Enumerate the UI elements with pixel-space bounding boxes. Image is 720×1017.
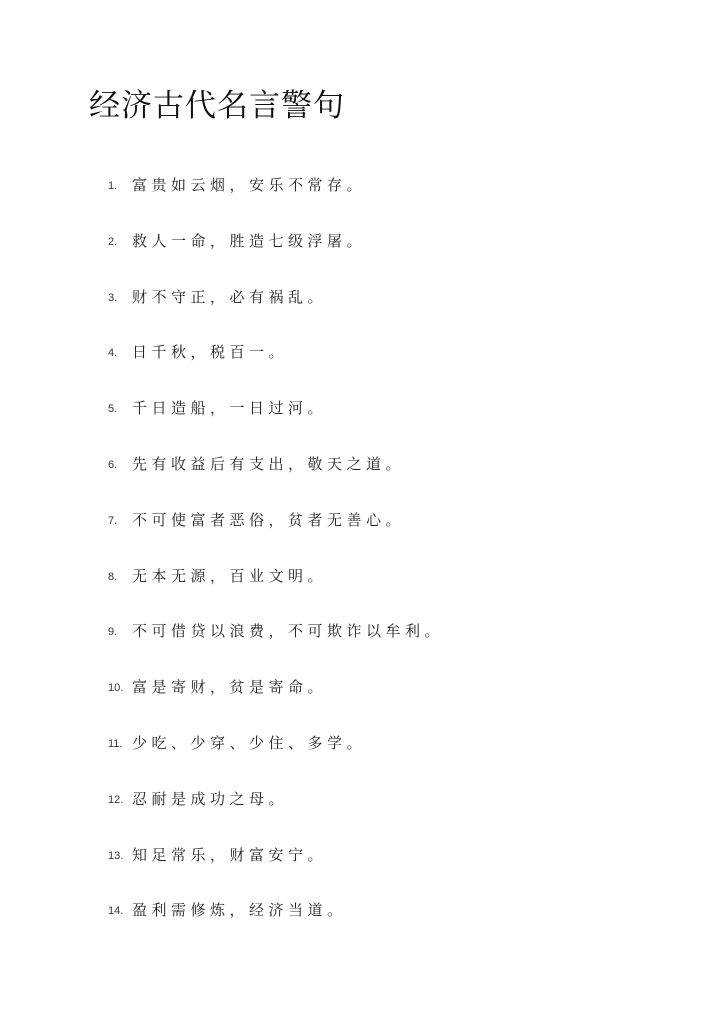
list-item-text: 千日造船，一日过河。: [132, 399, 328, 418]
list-item: [0, 562, 720, 618]
list-item: [0, 785, 720, 841]
list-item-number: 12.: [108, 793, 124, 806]
list-item-text: 不可使富者恶俗，贫者无善心。: [132, 510, 406, 529]
list-item: [0, 338, 720, 394]
list-item: [0, 896, 720, 952]
list-item-text: 少吃、少穿、少住、多学。: [132, 733, 367, 752]
list-item: [0, 450, 720, 506]
list-item-text: 富贵如云烟，安乐不常存。: [132, 176, 367, 194]
list-item: [0, 227, 720, 283]
list-item: [0, 617, 720, 673]
list-item-number: 13.: [108, 849, 124, 862]
list-item-number: 7.: [108, 514, 118, 527]
list-item-number: 10.: [108, 682, 124, 695]
list-item-number: 9.: [108, 626, 118, 639]
page-title: 经济古代名言警句: [89, 88, 345, 124]
list-item-number: 8.: [108, 570, 118, 583]
list-item-text: 无本无源，百业文明。: [132, 566, 328, 585]
list-item: [0, 171, 720, 227]
list-item-text: 不可借贷以浪费，不可欺诈以牟利。: [132, 622, 445, 641]
list-item-number: 2.: [108, 235, 118, 248]
list-item-text: 财不守正，必有祸乱。: [132, 287, 328, 306]
list-item-text: 盈利需修炼，经济当道。: [132, 901, 347, 920]
list-item-number: 4.: [108, 347, 118, 360]
list-item: [0, 283, 720, 339]
list-item-number: 11.: [108, 737, 123, 750]
list-item: [0, 673, 720, 729]
list-item-number: 3.: [108, 291, 118, 304]
list-item-number: 6.: [108, 458, 118, 471]
list-item-text: 救人一命，胜造七级浮屠。: [132, 231, 367, 250]
list-item-text: 富是寄财，贫是寄命。: [132, 678, 328, 697]
list-item-text: 日千秋，税百一。: [132, 343, 289, 362]
list-item-text: 先有收益后有支出，敬天之道。: [132, 454, 406, 473]
list-item: [0, 729, 720, 785]
list-item: [0, 394, 720, 450]
list-item-number: 1.: [108, 180, 118, 192]
list-item-number: 14.: [108, 905, 124, 918]
list-item-text: 知足常乐，财富安宁。: [132, 845, 328, 864]
list-item-number: 5.: [108, 403, 118, 416]
list-item-text: 忍耐是成功之母。: [132, 789, 289, 808]
quote-list: [0, 171, 720, 952]
list-item: [0, 841, 720, 897]
list-item: [0, 506, 720, 562]
